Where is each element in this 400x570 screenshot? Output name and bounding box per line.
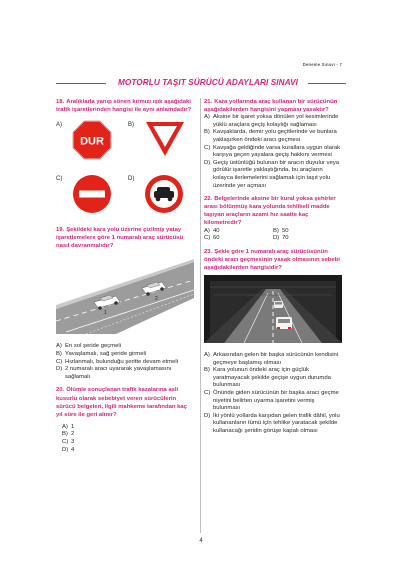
exam-label: Deneme Sınavı - 7 [302, 62, 342, 67]
page-number: 4 [199, 538, 203, 544]
option-text: 40 [213, 227, 220, 234]
option-c[interactable] [62, 439, 194, 447]
option-letter: D) [204, 159, 211, 166]
option-letter: C) [204, 235, 211, 242]
question-text: Ölümle sonuçlanan trafik kazalarına asli kusurlu olarak sebebiyet veren sürücülerin sürücü belgeleri, ilgili mahkeme tarafından kaç yıl süre ile geri alınır? [56, 387, 187, 418]
question-18 [56, 98, 194, 114]
question-number: 22. [204, 196, 213, 203]
title-rule-right [308, 83, 346, 84]
option-text: İki yönlü yollarda karşıdan gelen trafik dâhil, yolu kullananların tümü için tehlike yaratacak şekilde kullanacağı şeridin görüşe kapalı olması [213, 412, 340, 434]
option-text: Kavşağa geldiğinde varsa kurallara uygun olarak karşıya geçen yayalara geçiş hakkını vermesi [213, 144, 341, 159]
option-d[interactable] [204, 160, 342, 190]
option-b[interactable] [204, 367, 342, 390]
q22-options [204, 228, 342, 243]
option-d[interactable] [273, 235, 342, 243]
q21-options [204, 114, 342, 190]
option-text: Arkasından gelen bir başka sürücünün kendisini geçmeye başlamış olması [213, 351, 339, 366]
option-letter: B) [204, 129, 210, 136]
option-letter: A) [204, 351, 210, 358]
option-d[interactable] [62, 447, 194, 455]
q20-options [56, 424, 194, 454]
option-letter: A) [204, 114, 210, 121]
option-d[interactable] [128, 174, 192, 224]
option-letter: C) [56, 176, 63, 183]
question-text: Kara yollarında araç kullanan bir sürücünün aşağıdakilerden hangisini yapması yasaktır? [204, 99, 338, 114]
sign-options [56, 118, 194, 226]
question-number: 19. [56, 227, 65, 234]
option-text: Önünde giden sürücünün bir başka aracı geçme niyetini belirten uyarma işaretini vermiş bulunması [213, 389, 339, 412]
question-number: 21. [204, 99, 213, 105]
no-entry-sign-icon [72, 174, 112, 214]
option-a[interactable] [62, 424, 194, 432]
option-letter: A) [62, 423, 68, 430]
option-text: 2 [71, 431, 75, 438]
tunnel-road-image [204, 275, 342, 343]
option-a[interactable] [204, 114, 342, 129]
question-23 [204, 248, 342, 272]
question-22 [204, 195, 342, 227]
option-text: 70 [282, 235, 289, 242]
option-c[interactable] [204, 145, 342, 160]
option-letter: B) [204, 367, 210, 374]
page-title: MOTORLU TAŞIT SÜRÜCÜ ADAYLARI SINAVI [117, 78, 299, 87]
option-text: Geçiş üstünlüğü bulunan bir aracın duyulur veya görülür işaretle yaklaştığında, bu araçların kolayca ilerlemelerini sağlamak için taşıt yolu üzerinde yer açması [213, 159, 340, 189]
option-text: Kara yolunun öndeki araç için güçlük yaratmayacak şekilde geçişe uygun durumda bulunması [213, 367, 331, 389]
option-letter: A) [56, 343, 62, 350]
question-number: 20. [56, 387, 65, 394]
question-text: Belgelerinde aksine bir kural yoksa şehirler arası bölünmüş kara yolunda tehlikeli madde taşıyan araçların azami hız saatte kaç kilometredir? [204, 196, 336, 227]
option-a[interactable] [56, 343, 194, 351]
option-letter: D) [56, 366, 63, 373]
option-letter: B) [128, 122, 134, 129]
question-text: Aralıklarla yanıp sönen kırmızı ışık aşağıdaki trafik işaretlerinden hangisi ile aynı anlamdadır? [56, 99, 192, 114]
exam-page [56, 60, 346, 544]
option-c[interactable] [56, 174, 120, 224]
option-d[interactable] [204, 413, 342, 436]
road-illustration [56, 254, 194, 339]
option-letter: B) [62, 431, 68, 438]
option-letter: D) [273, 235, 280, 242]
option-text: Aksine bir işaret yoksa dönülen yol kesimlerinde yüklü araçlara geçiş kolaylığı sağlaması [213, 114, 339, 128]
question-text: Şekildeki kara yolu üzerine çizilmiş yatay işaretlemelere göre 1 numaralı araç sürücüsü nasıl davranmalıdır? [56, 227, 184, 250]
option-letter: B) [273, 227, 279, 234]
option-letter: C) [204, 144, 211, 151]
option-c[interactable] [56, 359, 194, 367]
option-a[interactable] [204, 228, 273, 236]
option-letter: D) [62, 446, 69, 453]
car-2-label: 2 [155, 296, 158, 303]
question-number: 23. [204, 248, 213, 255]
option-a[interactable] [56, 120, 120, 170]
no-overtaking-sign-icon [144, 174, 184, 214]
column-divider [200, 98, 201, 533]
option-letter: B) [56, 351, 62, 358]
option-text: 3 [71, 439, 75, 445]
option-b[interactable] [128, 120, 192, 170]
stop-sign-icon [72, 120, 112, 160]
option-text: 4 [71, 446, 75, 453]
option-b[interactable] [56, 351, 194, 359]
front-car-icon [274, 301, 283, 308]
question-20 [56, 386, 194, 418]
option-text: 60 [213, 235, 220, 242]
option-letter: A) [56, 122, 62, 129]
option-a[interactable] [204, 352, 342, 367]
car-1-label: 1 [104, 310, 107, 317]
question-text: Şekle göre 1 numaralı araç sürücüsünün öndeki aracı geçmesinin yasak olmasının sebebi aşağıdakilerden hangisidir? [204, 248, 340, 271]
option-text: En sol şeride geçmeli [65, 343, 121, 350]
option-letter: C) [204, 389, 211, 396]
option-c[interactable] [204, 235, 273, 243]
option-text: 2 numaralı aracı uyararak yavaşlamasını sağlamalı [65, 366, 172, 380]
title-bar [56, 78, 346, 88]
option-text: 1 [71, 423, 75, 430]
car-1-icon [276, 317, 292, 329]
option-text: 50 [282, 227, 289, 234]
option-text: Yavaşlamalı, sağ şeride girmeli [65, 351, 147, 358]
question-21 [204, 98, 342, 114]
stop-sign-text: DUR [80, 135, 104, 148]
q19-options [56, 343, 194, 381]
road-image [56, 254, 194, 334]
option-d[interactable] [56, 366, 194, 381]
option-b[interactable] [204, 129, 342, 144]
option-letter: C) [62, 439, 69, 445]
option-text: Kavşaklarda, demir yolu geçitlerinde ve bunlara yaklaşırken öndeki aracı geçmesi [213, 129, 337, 143]
option-letter: A) [204, 227, 210, 234]
option-letter: D) [128, 176, 135, 183]
option-b[interactable] [273, 228, 342, 236]
question-19 [56, 226, 194, 250]
option-c[interactable] [204, 390, 342, 413]
tunnel-illustration [204, 275, 342, 348]
q23-options [204, 352, 342, 436]
yield-sign-icon [144, 120, 186, 158]
option-text: Hızlanmalı, bulunduğu şeritte devam etmeli [65, 358, 178, 365]
option-letter: C) [56, 358, 63, 365]
right-column [204, 98, 342, 436]
option-letter: D) [204, 412, 211, 419]
left-column [56, 98, 194, 454]
question-number: 18. [56, 99, 65, 105]
option-b[interactable] [62, 431, 194, 439]
title-rule-left [56, 83, 106, 84]
